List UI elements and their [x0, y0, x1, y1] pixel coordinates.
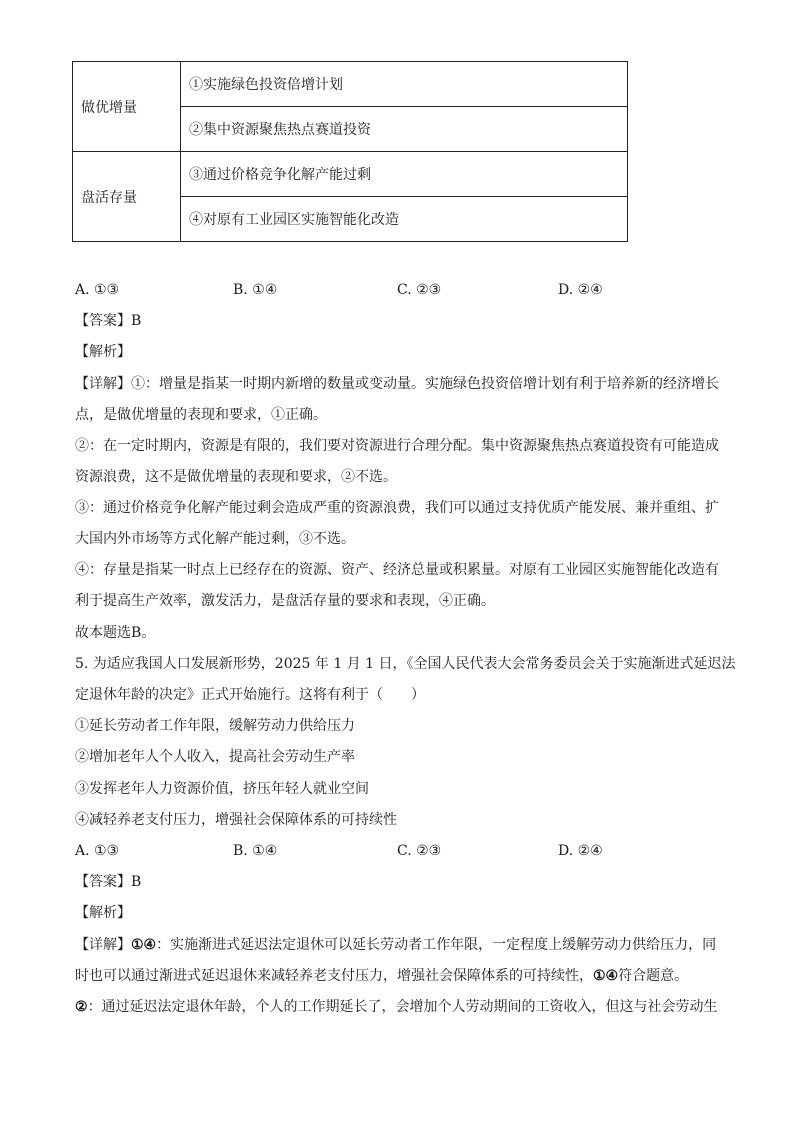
detail-line: 点，是做优增量的表现和要求，①正确。: [75, 407, 327, 423]
choice-d: D. ②④: [558, 282, 603, 298]
detail-tag: 【详解】: [75, 937, 131, 953]
detail-line: 【详解】①：增量是指某一时期内新增的数量或变动量。实施绿色投资倍增计划有利于培养新的经济增长: [75, 376, 719, 392]
question-stem: 定退休年龄的决定》正式开始施行。这将有利于（ ）: [75, 687, 425, 703]
detail-text: ：实施渐进式延迟法定退休可以延长劳动者工作年限，一定程度上缓解劳动力供给压力，同: [156, 937, 717, 953]
detail-line: 资源浪费，这不是做优增量的表现和要求，②不选。: [75, 469, 397, 485]
category-cell: 盘活存量: [73, 152, 181, 242]
table-row: [73, 152, 628, 197]
detail-line: ④：存量是指某一时点上已经存在的资源、资产、经济总量或积累量。对原有工业园区实施智能化改造有: [75, 562, 719, 578]
option-item: ①延长劳动者工作年限，缓解劳动力供给压力: [75, 718, 355, 734]
item-cell: ①实施绿色投资倍增计划: [181, 62, 628, 107]
detail-line: [75, 935, 716, 955]
option-item: ③发挥老年人力资源价值，挤压年轻人就业空间: [75, 781, 369, 797]
choice-b: B. ①④: [233, 282, 278, 298]
item-cell: ②集中资源聚焦热点赛道投资: [181, 107, 628, 152]
option-item: ④减轻养老支付压力，增强社会保障体系的可持续性: [75, 812, 397, 828]
option-item: ②增加老年人个人收入，提高社会劳动生产率: [75, 749, 355, 765]
detail-line: [75, 997, 718, 1017]
choice-a: A. ①③: [75, 282, 120, 298]
answer: 【答案】B: [75, 874, 142, 890]
choice-a: A. ①③: [75, 843, 120, 859]
analysis-label: 【解析】: [75, 905, 131, 921]
item-cell: ③通过价格竞争化解产能过剩: [181, 152, 628, 197]
detail-text: ：通过延迟法定退休年龄，个人的工作期延长了，会增加个人劳动期间的工资收入，但这与社会劳动生: [87, 999, 718, 1015]
question-stem: 5. 为适应我国人口发展新形势，2025 年 1 月 1 日，《全国人民代表大会常务委员会关于实施渐进式延迟法: [75, 656, 736, 672]
detail-line: 利于提高生产效率，激发活力，是盘活存量的要求和表现，④正确。: [75, 593, 495, 609]
analysis-label: 【解析】: [75, 344, 131, 360]
detail-bold: ①④: [593, 968, 619, 984]
detail-line: ②：在一定时期内，资源是有限的，我们要对资源进行合理分配。集中资源聚焦热点赛道投资有可能造成: [75, 438, 719, 454]
detail-text: 时也可以通过渐进式延迟退休来减轻养老支付压力，增强社会保障体系的可持续性，: [75, 968, 593, 984]
choice-c: C. ②③: [397, 282, 442, 298]
detail-bold: ①④: [131, 937, 157, 953]
detail-line: [75, 966, 688, 986]
options-table: [72, 61, 628, 242]
answer: 【答案】B: [75, 313, 142, 329]
choice-c: C. ②③: [397, 843, 442, 859]
detail-line: ③：通过价格竞争化解产能过剩会造成严重的资源浪费，我们可以通过支持优质产能发展、兼并重组、扩: [75, 500, 719, 516]
conclusion: 故本题选B。: [75, 625, 156, 641]
table-row: [73, 62, 628, 107]
item-cell: ④对原有工业园区实施智能化改造: [181, 197, 628, 242]
detail-bold: ②: [75, 999, 88, 1015]
category-cell: 做优增量: [73, 62, 181, 152]
choice-b: B. ①④: [233, 843, 278, 859]
choice-d: D. ②④: [558, 843, 603, 859]
detail-line: 大国内外市场等方式化解产能过剩，③不选。: [75, 531, 355, 547]
detail-text: 符合题意。: [618, 968, 689, 984]
